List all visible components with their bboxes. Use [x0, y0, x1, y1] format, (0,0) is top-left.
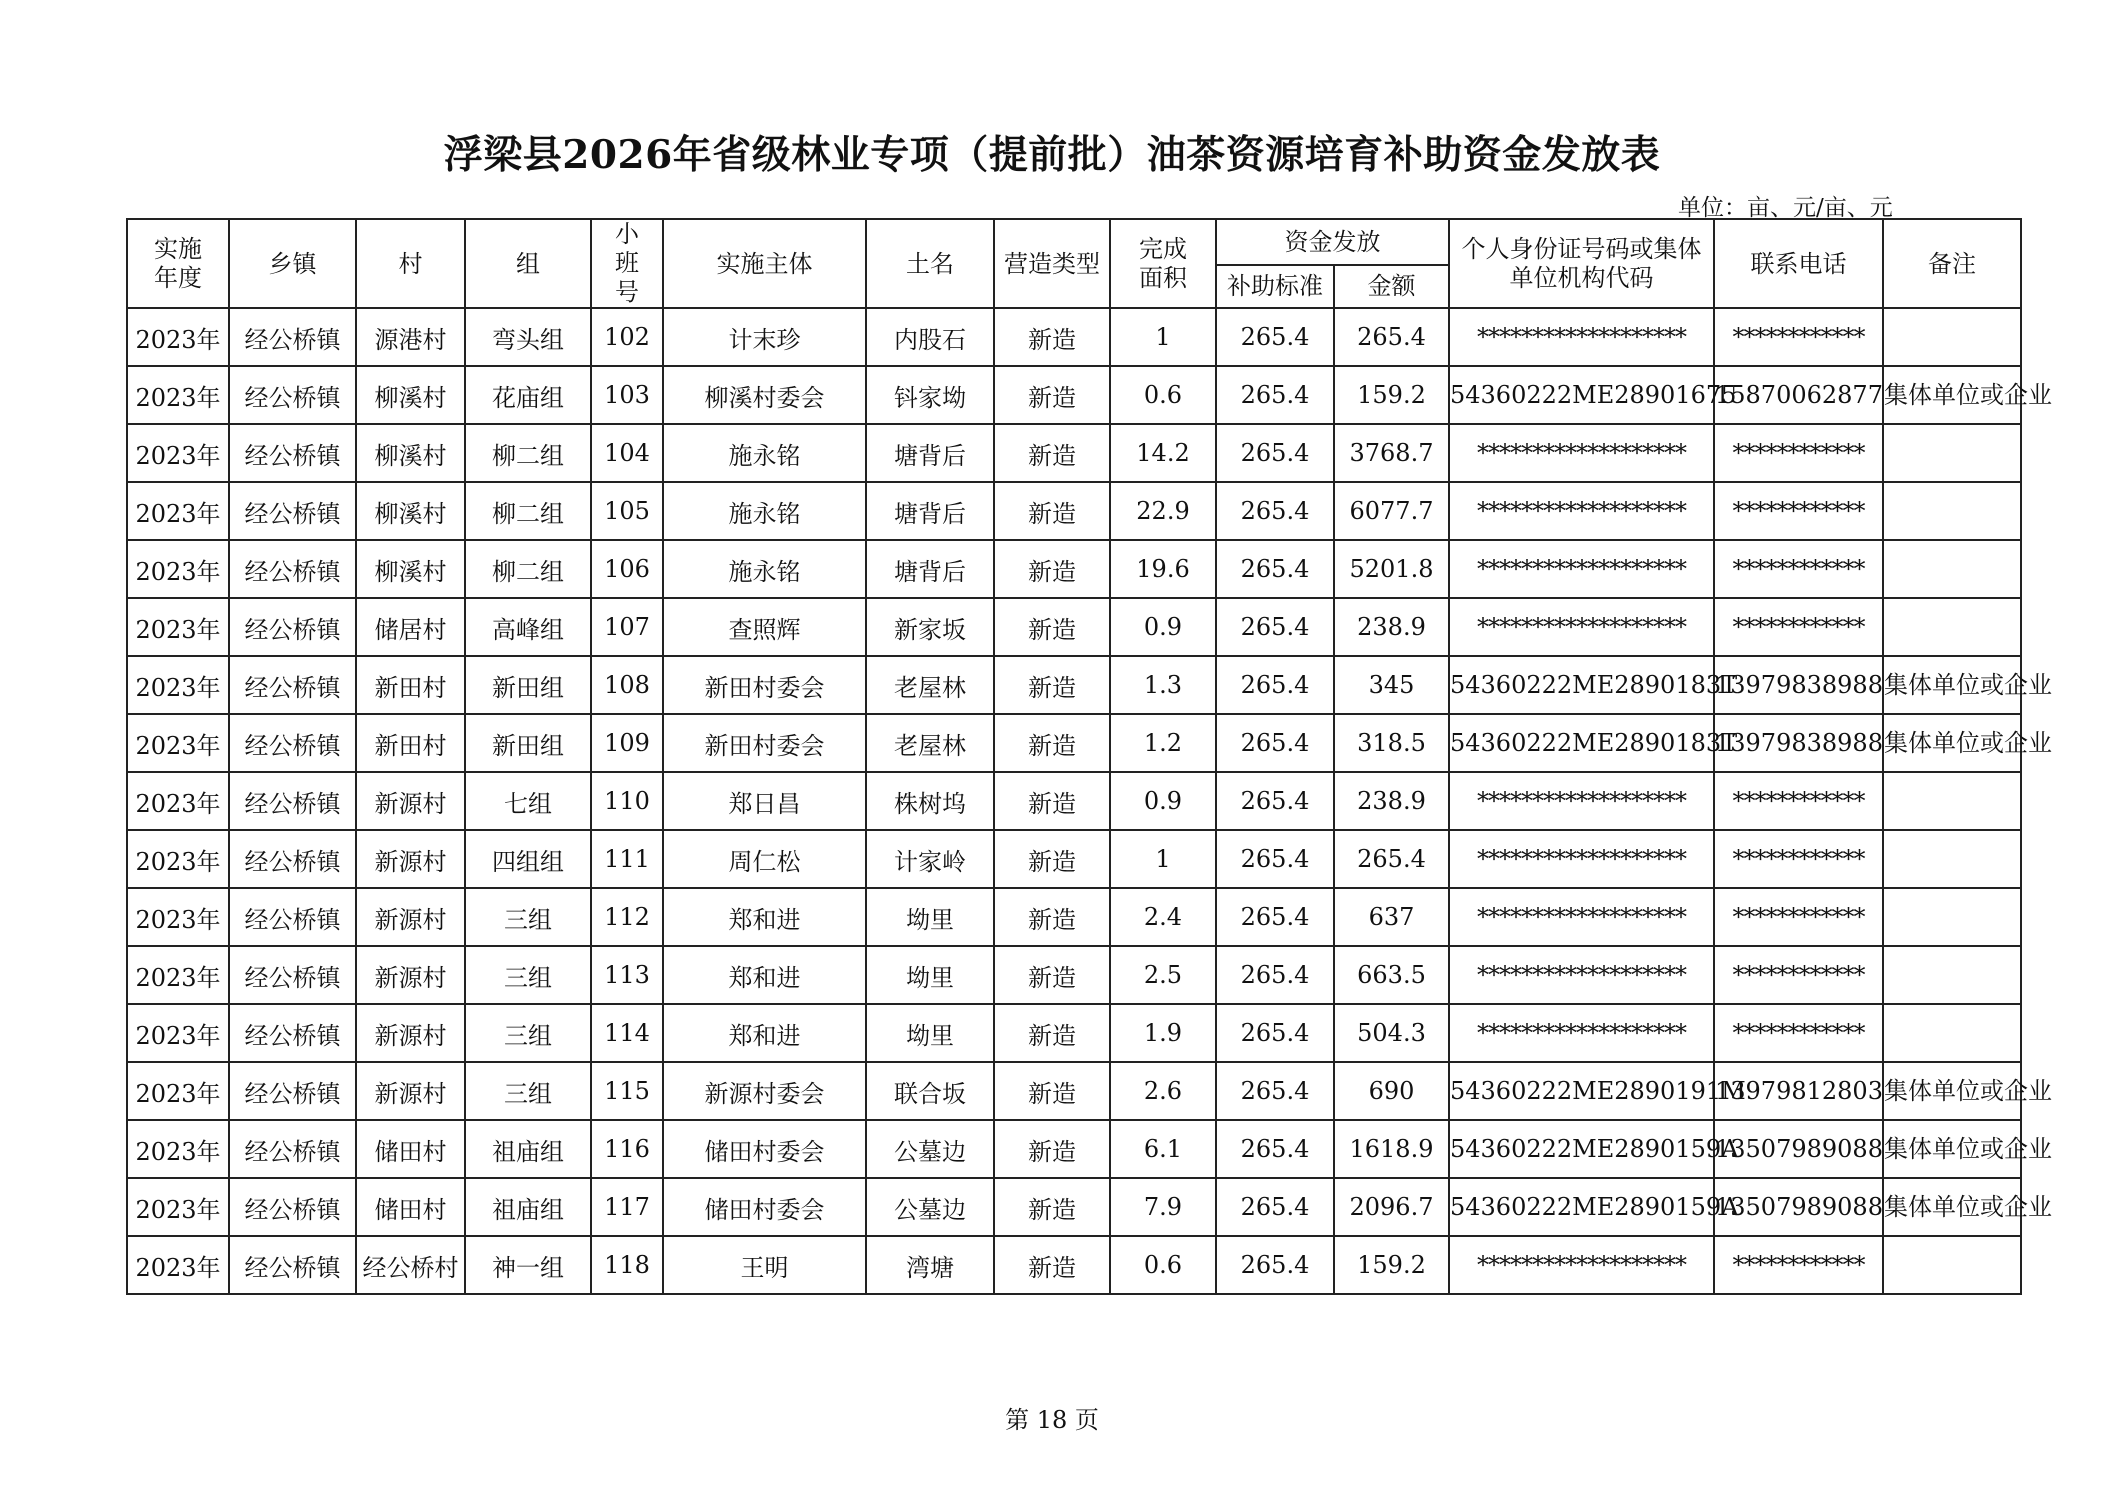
- cell-type: 新造: [994, 1178, 1110, 1236]
- cell-amount: 345: [1334, 656, 1449, 714]
- cell-year: 2023年: [127, 540, 229, 598]
- cell-town: 经公桥镇: [229, 888, 356, 946]
- cell-village: 柳溪村: [356, 482, 465, 540]
- cell-town: 经公桥镇: [229, 366, 356, 424]
- cell-amount: 1618.9: [1334, 1120, 1449, 1178]
- cell-year: 2023年: [127, 1236, 229, 1294]
- cell-plot: 105: [591, 482, 663, 540]
- cell-plot: 114: [591, 1004, 663, 1062]
- cell-type: 新造: [994, 366, 1110, 424]
- cell-type: 新造: [994, 424, 1110, 482]
- cell-village: 柳溪村: [356, 540, 465, 598]
- cell-area: 1.3: [1110, 656, 1216, 714]
- cell-place: 坳里: [866, 888, 994, 946]
- cell-entity: 周仁松: [663, 830, 866, 888]
- cell-plot: 106: [591, 540, 663, 598]
- cell-group: 三组: [465, 1004, 591, 1062]
- cell-amount: 159.2: [1334, 366, 1449, 424]
- cell-year: 2023年: [127, 888, 229, 946]
- cell-amount: 690: [1334, 1062, 1449, 1120]
- cell-phone: ************: [1714, 1236, 1883, 1294]
- cell-area: 6.1: [1110, 1120, 1216, 1178]
- cell-type: 新造: [994, 308, 1110, 366]
- cell-amount: 265.4: [1334, 830, 1449, 888]
- cell-remark: [1883, 540, 2021, 598]
- cell-remark: [1883, 772, 2021, 830]
- table-row: [127, 308, 2021, 366]
- header-year: 实施年度: [127, 219, 229, 308]
- cell-town: 经公桥镇: [229, 656, 356, 714]
- table-row: [127, 656, 2021, 714]
- table-row: [127, 1062, 2021, 1120]
- cell-amount: 265.4: [1334, 308, 1449, 366]
- cell-remark: [1883, 598, 2021, 656]
- cell-standard: 265.4: [1216, 540, 1334, 598]
- cell-group: 神一组: [465, 1236, 591, 1294]
- cell-plot: 108: [591, 656, 663, 714]
- cell-year: 2023年: [127, 308, 229, 366]
- header-town: 乡镇: [229, 219, 356, 308]
- cell-id: 54360222ME2890159A: [1449, 1178, 1714, 1236]
- cell-year: 2023年: [127, 1004, 229, 1062]
- cell-phone: ************: [1714, 888, 1883, 946]
- cell-entity: 新源村委会: [663, 1062, 866, 1120]
- table-row: [127, 424, 2021, 482]
- cell-type: 新造: [994, 772, 1110, 830]
- cell-plot: 118: [591, 1236, 663, 1294]
- cell-group: 七组: [465, 772, 591, 830]
- cell-remark: [1883, 888, 2021, 946]
- cell-amount: 159.2: [1334, 1236, 1449, 1294]
- cell-entity: 施永铭: [663, 482, 866, 540]
- cell-area: 19.6: [1110, 540, 1216, 598]
- cell-phone: ************: [1714, 482, 1883, 540]
- cell-year: 2023年: [127, 1178, 229, 1236]
- cell-group: 弯头组: [465, 308, 591, 366]
- cell-type: 新造: [994, 1120, 1110, 1178]
- header-plot: 小班号: [591, 219, 663, 308]
- cell-plot: 115: [591, 1062, 663, 1120]
- cell-amount: 318.5: [1334, 714, 1449, 772]
- cell-group: 柳二组: [465, 424, 591, 482]
- cell-amount: 3768.7: [1334, 424, 1449, 482]
- cell-village: 新源村: [356, 888, 465, 946]
- cell-place: 计家岭: [866, 830, 994, 888]
- cell-town: 经公桥镇: [229, 540, 356, 598]
- table-row: [127, 830, 2021, 888]
- cell-area: 2.4: [1110, 888, 1216, 946]
- cell-entity: 查照辉: [663, 598, 866, 656]
- cell-phone: ************: [1714, 830, 1883, 888]
- cell-group: 三组: [465, 946, 591, 1004]
- cell-id: *******************: [1449, 308, 1714, 366]
- cell-amount: 2096.7: [1334, 1178, 1449, 1236]
- cell-remark: [1883, 1004, 2021, 1062]
- cell-area: 2.5: [1110, 946, 1216, 1004]
- cell-remark: [1883, 830, 2021, 888]
- cell-standard: 265.4: [1216, 714, 1334, 772]
- header-row: [127, 219, 2021, 265]
- cell-town: 经公桥镇: [229, 424, 356, 482]
- cell-village: 柳溪村: [356, 366, 465, 424]
- cell-type: 新造: [994, 1062, 1110, 1120]
- cell-village: 新田村: [356, 714, 465, 772]
- cell-plot: 102: [591, 308, 663, 366]
- cell-standard: 265.4: [1216, 1178, 1334, 1236]
- cell-type: 新造: [994, 656, 1110, 714]
- cell-standard: 265.4: [1216, 366, 1334, 424]
- header-remark: 备注: [1883, 219, 2021, 308]
- cell-id: 54360222ME2890191M: [1449, 1062, 1714, 1120]
- table-row: [127, 946, 2021, 1004]
- cell-id: 54360222ME2890159A: [1449, 1120, 1714, 1178]
- cell-year: 2023年: [127, 424, 229, 482]
- header-entity: 实施主体: [663, 219, 866, 308]
- cell-village: 新源村: [356, 830, 465, 888]
- cell-entity: 郑日昌: [663, 772, 866, 830]
- cell-place: 老屋林: [866, 656, 994, 714]
- cell-group: 新田组: [465, 714, 591, 772]
- cell-town: 经公桥镇: [229, 946, 356, 1004]
- cell-entity: 柳溪村委会: [663, 366, 866, 424]
- table-row: [127, 598, 2021, 656]
- cell-remark: 集体单位或企业: [1883, 1062, 2021, 1120]
- cell-remark: 集体单位或企业: [1883, 1120, 2021, 1178]
- cell-type: 新造: [994, 946, 1110, 1004]
- cell-group: 高峰组: [465, 598, 591, 656]
- table-row: [127, 772, 2021, 830]
- cell-year: 2023年: [127, 714, 229, 772]
- cell-group: 三组: [465, 1062, 591, 1120]
- cell-area: 1.9: [1110, 1004, 1216, 1062]
- cell-phone: ************: [1714, 772, 1883, 830]
- cell-village: 柳溪村: [356, 424, 465, 482]
- cell-remark: [1883, 482, 2021, 540]
- page-number: 第 18 页: [1005, 1406, 1099, 1434]
- cell-town: 经公桥镇: [229, 482, 356, 540]
- document-title: 浮梁县2026年省级林业专项（提前批）油茶资源培育补助资金发放表: [443, 132, 1661, 178]
- table-row: [127, 1120, 2021, 1178]
- cell-id: 54360222ME2890183T: [1449, 656, 1714, 714]
- table-row: [127, 714, 2021, 772]
- cell-plot: 103: [591, 366, 663, 424]
- cell-id: *******************: [1449, 772, 1714, 830]
- cell-town: 经公桥镇: [229, 772, 356, 830]
- cell-town: 经公桥镇: [229, 1178, 356, 1236]
- cell-place: 新家坂: [866, 598, 994, 656]
- cell-group: 三组: [465, 888, 591, 946]
- cell-entity: 郑和进: [663, 946, 866, 1004]
- cell-remark: [1883, 308, 2021, 366]
- cell-town: 经公桥镇: [229, 1004, 356, 1062]
- cell-standard: 265.4: [1216, 656, 1334, 714]
- cell-standard: 265.4: [1216, 888, 1334, 946]
- cell-phone: ************: [1714, 308, 1883, 366]
- cell-standard: 265.4: [1216, 308, 1334, 366]
- cell-remark: 集体单位或企业: [1883, 656, 2021, 714]
- cell-remark: 集体单位或企业: [1883, 366, 2021, 424]
- cell-place: 湾塘: [866, 1236, 994, 1294]
- cell-entity: 新田村委会: [663, 714, 866, 772]
- cell-id: *******************: [1449, 946, 1714, 1004]
- cell-area: 14.2: [1110, 424, 1216, 482]
- cell-id: *******************: [1449, 830, 1714, 888]
- cell-phone: 13507989088: [1714, 1120, 1883, 1178]
- cell-place: 坳里: [866, 1004, 994, 1062]
- cell-id: *******************: [1449, 482, 1714, 540]
- cell-entity: 新田村委会: [663, 656, 866, 714]
- cell-village: 新源村: [356, 946, 465, 1004]
- cell-amount: 504.3: [1334, 1004, 1449, 1062]
- cell-entity: 郑和进: [663, 1004, 866, 1062]
- cell-year: 2023年: [127, 598, 229, 656]
- cell-entity: 施永铭: [663, 540, 866, 598]
- cell-group: 柳二组: [465, 540, 591, 598]
- cell-year: 2023年: [127, 772, 229, 830]
- table-row: [127, 888, 2021, 946]
- cell-amount: 238.9: [1334, 772, 1449, 830]
- unit-note: 单位：亩、元/亩、元: [1678, 195, 1893, 221]
- cell-entity: 计末珍: [663, 308, 866, 366]
- cell-group: 四组组: [465, 830, 591, 888]
- cell-type: 新造: [994, 482, 1110, 540]
- cell-village: 新源村: [356, 1004, 465, 1062]
- cell-phone: 13979838988: [1714, 656, 1883, 714]
- cell-area: 1: [1110, 830, 1216, 888]
- cell-entity: 储田村委会: [663, 1178, 866, 1236]
- table-row: [127, 1236, 2021, 1294]
- cell-type: 新造: [994, 540, 1110, 598]
- cell-id: *******************: [1449, 888, 1714, 946]
- cell-type: 新造: [994, 888, 1110, 946]
- cell-place: 内股石: [866, 308, 994, 366]
- cell-plot: 117: [591, 1178, 663, 1236]
- cell-plot: 109: [591, 714, 663, 772]
- cell-amount: 637: [1334, 888, 1449, 946]
- cell-village: 经公桥村: [356, 1236, 465, 1294]
- cell-amount: 238.9: [1334, 598, 1449, 656]
- cell-plot: 111: [591, 830, 663, 888]
- cell-year: 2023年: [127, 656, 229, 714]
- cell-phone: 13979812803: [1714, 1062, 1883, 1120]
- cell-group: 花庙组: [465, 366, 591, 424]
- cell-remark: [1883, 424, 2021, 482]
- table-body: [127, 308, 2052, 1294]
- header-standard: 补助标准: [1216, 265, 1334, 308]
- cell-village: 新田村: [356, 656, 465, 714]
- cell-id: 54360222ME2890183T: [1449, 714, 1714, 772]
- cell-town: 经公桥镇: [229, 598, 356, 656]
- cell-id: *******************: [1449, 598, 1714, 656]
- cell-place: 公墓边: [866, 1178, 994, 1236]
- cell-town: 经公桥镇: [229, 1236, 356, 1294]
- cell-village: 储田村: [356, 1120, 465, 1178]
- table-row: [127, 482, 2021, 540]
- cell-standard: 265.4: [1216, 830, 1334, 888]
- cell-place: 公墓边: [866, 1120, 994, 1178]
- cell-place: 坳里: [866, 946, 994, 1004]
- cell-standard: 265.4: [1216, 946, 1334, 1004]
- header-group: 组: [465, 219, 591, 308]
- cell-id: *******************: [1449, 1236, 1714, 1294]
- cell-plot: 107: [591, 598, 663, 656]
- cell-plot: 110: [591, 772, 663, 830]
- cell-entity: 储田村委会: [663, 1120, 866, 1178]
- cell-type: 新造: [994, 1236, 1110, 1294]
- cell-area: 1.2: [1110, 714, 1216, 772]
- header-funds: 资金发放: [1216, 219, 1449, 265]
- cell-village: 源港村: [356, 308, 465, 366]
- cell-id: *******************: [1449, 540, 1714, 598]
- cell-year: 2023年: [127, 946, 229, 1004]
- cell-id: *******************: [1449, 1004, 1714, 1062]
- table-row: [127, 1178, 2021, 1236]
- cell-area: 22.9: [1110, 482, 1216, 540]
- cell-phone: ************: [1714, 540, 1883, 598]
- cell-phone: ************: [1714, 424, 1883, 482]
- cell-group: 新田组: [465, 656, 591, 714]
- cell-area: 0.9: [1110, 772, 1216, 830]
- cell-amount: 663.5: [1334, 946, 1449, 1004]
- header-amount: 金额: [1334, 265, 1449, 308]
- cell-remark: [1883, 1236, 2021, 1294]
- cell-phone: 13507989088: [1714, 1178, 1883, 1236]
- cell-place: 联合坂: [866, 1062, 994, 1120]
- cell-id: 54360222ME28901675: [1449, 366, 1714, 424]
- cell-group: 柳二组: [465, 482, 591, 540]
- cell-entity: 王明: [663, 1236, 866, 1294]
- cell-standard: 265.4: [1216, 1062, 1334, 1120]
- cell-area: 2.6: [1110, 1062, 1216, 1120]
- cell-town: 经公桥镇: [229, 714, 356, 772]
- cell-standard: 265.4: [1216, 1004, 1334, 1062]
- cell-area: 0.9: [1110, 598, 1216, 656]
- cell-type: 新造: [994, 830, 1110, 888]
- cell-town: 经公桥镇: [229, 1062, 356, 1120]
- cell-standard: 265.4: [1216, 772, 1334, 830]
- cell-remark: 集体单位或企业: [1883, 1178, 2021, 1236]
- cell-plot: 113: [591, 946, 663, 1004]
- cell-place: 塘背后: [866, 540, 994, 598]
- cell-plot: 104: [591, 424, 663, 482]
- cell-area: 7.9: [1110, 1178, 1216, 1236]
- cell-type: 新造: [994, 1004, 1110, 1062]
- header-type: 营造类型: [994, 219, 1110, 308]
- cell-plot: 112: [591, 888, 663, 946]
- cell-village: 储居村: [356, 598, 465, 656]
- cell-standard: 265.4: [1216, 482, 1334, 540]
- cell-year: 2023年: [127, 1120, 229, 1178]
- cell-phone: ************: [1714, 598, 1883, 656]
- cell-year: 2023年: [127, 482, 229, 540]
- cell-year: 2023年: [127, 830, 229, 888]
- cell-place: 钭家坳: [866, 366, 994, 424]
- cell-area: 0.6: [1110, 366, 1216, 424]
- header-phone: 联系电话: [1714, 219, 1883, 308]
- cell-place: 塘背后: [866, 424, 994, 482]
- cell-standard: 265.4: [1216, 598, 1334, 656]
- cell-place: 老屋林: [866, 714, 994, 772]
- table-row: [127, 366, 2021, 424]
- cell-area: 1: [1110, 308, 1216, 366]
- cell-entity: 郑和进: [663, 888, 866, 946]
- cell-village: 新源村: [356, 1062, 465, 1120]
- cell-phone: ************: [1714, 946, 1883, 1004]
- cell-type: 新造: [994, 714, 1110, 772]
- cell-type: 新造: [994, 598, 1110, 656]
- cell-group: 祖庙组: [465, 1178, 591, 1236]
- header-place: 土名: [866, 219, 994, 308]
- cell-amount: 6077.7: [1334, 482, 1449, 540]
- cell-town: 经公桥镇: [229, 1120, 356, 1178]
- cell-place: 塘背后: [866, 482, 994, 540]
- cell-entity: 施永铭: [663, 424, 866, 482]
- cell-place: 株树坞: [866, 772, 994, 830]
- cell-phone: ************: [1714, 1004, 1883, 1062]
- cell-town: 经公桥镇: [229, 308, 356, 366]
- cell-town: 经公桥镇: [229, 830, 356, 888]
- header-id: 个人身份证号码或集体单位机构代码: [1449, 219, 1714, 308]
- table-row: [127, 540, 2021, 598]
- cell-remark: [1883, 946, 2021, 1004]
- cell-remark: 集体单位或企业: [1883, 714, 2021, 772]
- cell-year: 2023年: [127, 366, 229, 424]
- cell-phone: 13979838988: [1714, 714, 1883, 772]
- cell-standard: 265.4: [1216, 1236, 1334, 1294]
- cell-area: 0.6: [1110, 1236, 1216, 1294]
- header-village: 村: [356, 219, 465, 308]
- cell-standard: 265.4: [1216, 1120, 1334, 1178]
- cell-plot: 116: [591, 1120, 663, 1178]
- cell-village: 储田村: [356, 1178, 465, 1236]
- cell-village: 新源村: [356, 772, 465, 830]
- cell-id: *******************: [1449, 424, 1714, 482]
- table-row: [127, 1004, 2021, 1062]
- cell-group: 祖庙组: [465, 1120, 591, 1178]
- cell-standard: 265.4: [1216, 424, 1334, 482]
- header-area: 完成面积: [1110, 219, 1216, 308]
- cell-year: 2023年: [127, 1062, 229, 1120]
- subsidy-table: [126, 218, 2052, 1295]
- cell-amount: 5201.8: [1334, 540, 1449, 598]
- cell-phone: 15870062877: [1714, 366, 1883, 424]
